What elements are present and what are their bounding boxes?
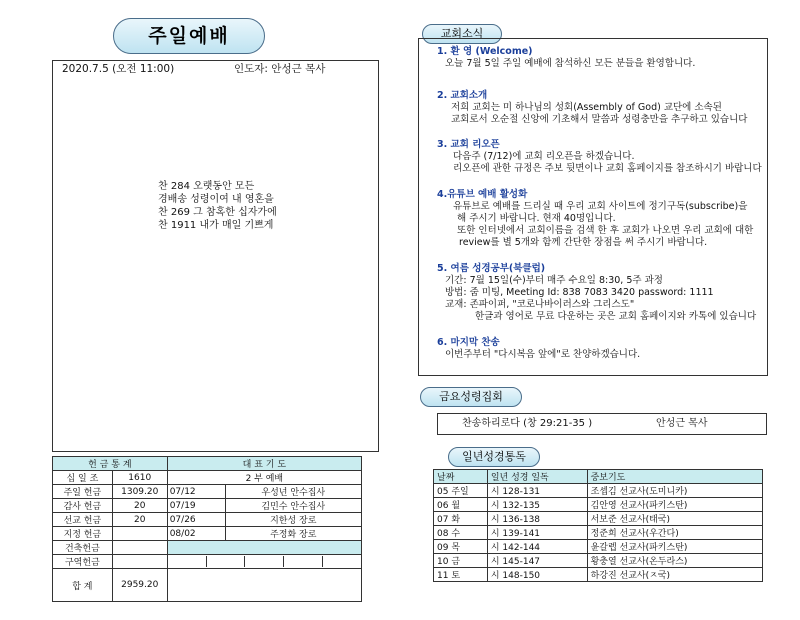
table-row (434, 554, 763, 568)
news-text: 기간: 7월 15일(수)부터 매주 수요일 8:30, 5주 과정 (445, 275, 663, 286)
offering-section (52, 456, 362, 602)
news-last-hymn (437, 337, 640, 361)
offering-amount: 20 (112, 499, 167, 513)
offering-header: 헌 금 통 계 (53, 457, 168, 471)
prayer-person: 우성넌 안수집사 (225, 485, 361, 499)
bible-prayer: 황충열 선교사(온두라스) (587, 554, 762, 568)
bible-prayer: 정준희 선교사(우간다) (587, 526, 762, 540)
bible-reading: 시 136-138 (487, 512, 587, 526)
news-heading: 2. 교회소개 (437, 90, 488, 101)
friday-text: 찬송하리로다 (창 29:21-35 ) (462, 418, 593, 429)
news-text: 한글과 영어로 무료 다운하는 곳은 교회 홈페이지와 카톡에 있습니다 (475, 311, 757, 322)
prayer-person: 지한성 장로 (225, 513, 361, 527)
friday-box (437, 413, 767, 435)
friday-speaker: 안성근 목사 (656, 418, 708, 429)
offering-name: 구역헌금 (53, 555, 113, 569)
service-leader: 인도자: 안성근 목사 (234, 63, 326, 75)
friday-title: 금요성령집회 (439, 390, 503, 403)
news-reopen (437, 139, 762, 175)
news-text: 저희 교회는 미 하나님의 성회(Assembly of God) 교단에 소속된 (451, 102, 722, 113)
table-row (53, 541, 362, 555)
service-date: 2020.7.5 (오전 11:00) (62, 63, 175, 75)
hymn-item: 찬 1911 내가 매일 기쁘게 (158, 220, 274, 231)
table-row (434, 512, 763, 526)
offering-name: 지정 헌금 (53, 527, 113, 541)
bible-date: 10 금 (434, 554, 488, 568)
table-row (53, 499, 362, 513)
column-header: 중보기도 (587, 470, 762, 484)
bible-prayer: 서보준 선교사(태국) (587, 512, 762, 526)
bible-title-banner (448, 447, 540, 467)
news-text: 또한 인터넷에서 교회이름을 검색 한 후 교회가 나오면 우리 교회에 대한 (457, 225, 754, 236)
offering-amount (112, 527, 167, 541)
bible-prayer: 윤갈렙 선교사(파키스탄) (587, 540, 762, 554)
hymn-item: 찬 284 오랫동안 모든 (158, 181, 255, 192)
prayer-date: 07/26 (167, 513, 225, 527)
table-row (53, 569, 362, 602)
bible-date: 08 수 (434, 526, 488, 540)
news-heading: 4.유튜브 예배 활성화 (437, 189, 528, 200)
news-title: 교회소식 (440, 27, 484, 40)
table-row (53, 555, 362, 569)
table-row (434, 526, 763, 540)
news-bible-study (437, 263, 756, 323)
bible-reading: 시 139-141 (487, 526, 587, 540)
offering-name: 감사 헌금 (53, 499, 113, 513)
prayer-date: 07/19 (167, 499, 225, 513)
column-header: 날짜 (434, 470, 488, 484)
bible-section (433, 469, 763, 582)
bible-prayer: 김안영 선교사(파키스탄) (587, 498, 762, 512)
table-row (434, 498, 763, 512)
news-heading: 5. 여름 성경공부(북클럽) (437, 263, 546, 274)
table-row (53, 527, 362, 541)
prayer-date: 08/02 (167, 527, 225, 541)
table-header-row (434, 470, 763, 484)
table-row (53, 471, 362, 485)
news-text: 해 주시기 바랍니다. 현재 40명입니다. (457, 213, 616, 224)
news-text: 방법: 줌 미팅, Meeting Id: 838 7083 3420 password: 1111 (445, 287, 714, 298)
offering-amount: 1610 (112, 471, 167, 485)
news-text: 오늘 7월 5일 주일 예배에 참석하신 모든 분들을 환영합니다. (445, 58, 696, 69)
table-row (53, 485, 362, 499)
hymn-list (158, 180, 277, 232)
news-text: 이번주부터 "다시복음 앞에"로 찬양하겠습니다. (445, 349, 641, 360)
news-text: 유튜브로 예배를 드리실 때 우리 교회 사이트에 정기구독(subscribe)을 (453, 201, 748, 212)
bible-date: 11 토 (434, 568, 488, 582)
bible-prayer: 조셉김 선교사(도미니카) (587, 484, 762, 498)
news-panel (418, 38, 768, 376)
table-row (434, 540, 763, 554)
offering-total: 2959.20 (112, 569, 167, 602)
news-text: 교재: 존파이퍼, "코로나바이러스와 그리스도" (445, 299, 635, 310)
offering-name: 선교 헌금 (53, 513, 113, 527)
news-heading: 3. 교회 리오픈 (437, 139, 500, 150)
bible-title: 일년성경통독 (462, 450, 526, 463)
news-youtube (437, 189, 753, 249)
news-text: review를 별 5개와 함께 간단한 장점을 써 주시기 바랍니다. (459, 237, 708, 248)
prayer-person: 2 부 예배 (167, 471, 361, 485)
worship-order-panel (52, 60, 379, 452)
table-row (434, 568, 763, 582)
news-heading: 1. 환 영 (Welcome) (437, 46, 533, 57)
bible-prayer: 하강진 선교사(ㅈ국) (587, 568, 762, 582)
prayer-header: 대 표 기 도 (167, 457, 361, 471)
news-text: 교회로서 오순절 신앙에 기초해서 말씀과 성령충만을 추구하고 있습니다 (451, 114, 748, 125)
offering-name: 건축헌금 (53, 541, 113, 555)
friday-title-banner (420, 387, 522, 407)
bible-date: 05 주일 (434, 484, 488, 498)
offering-name: 십 일 조 (53, 471, 113, 485)
prayer-person: 김민수 안수집사 (225, 499, 361, 513)
bible-table (433, 469, 763, 582)
prayer-date: 07/12 (167, 485, 225, 499)
table-row (53, 513, 362, 527)
bible-reading: 시 145-147 (487, 554, 587, 568)
news-heading: 6. 마지막 찬송 (437, 337, 500, 348)
offering-table (52, 456, 362, 602)
table-row (434, 484, 763, 498)
offering-name: 주일 헌금 (53, 485, 113, 499)
bible-date: 09 목 (434, 540, 488, 554)
bible-reading: 시 132-135 (487, 498, 587, 512)
news-text: 리오픈에 관한 규정은 주보 뒷면이나 교회 홈페이지를 참조하시기 바랍니다 (453, 163, 762, 174)
bible-reading: 시 142-144 (487, 540, 587, 554)
bible-reading: 시 128-131 (487, 484, 587, 498)
bible-date: 06 월 (434, 498, 488, 512)
bible-reading: 시 148-150 (487, 568, 587, 582)
bible-date: 07 화 (434, 512, 488, 526)
offering-total-label: 합 계 (53, 569, 113, 602)
column-header: 일년 성경 일독 (487, 470, 587, 484)
news-welcome (437, 46, 695, 70)
worship-title: 주일예배 (148, 25, 230, 47)
news-text: 다음주 (7/12)에 교회 리오픈을 하겠습니다. (453, 151, 635, 162)
worship-title-banner (113, 18, 265, 54)
prayer-person: 주정화 장로 (225, 527, 361, 541)
news-intro (437, 90, 747, 126)
hymn-item: 경배송 성령이여 내 영혼을 (158, 194, 274, 205)
hymn-item: 찬 269 그 참혹한 십자가에 (158, 207, 277, 218)
offering-amount: 20 (112, 513, 167, 527)
offering-amount: 1309.20 (112, 485, 167, 499)
